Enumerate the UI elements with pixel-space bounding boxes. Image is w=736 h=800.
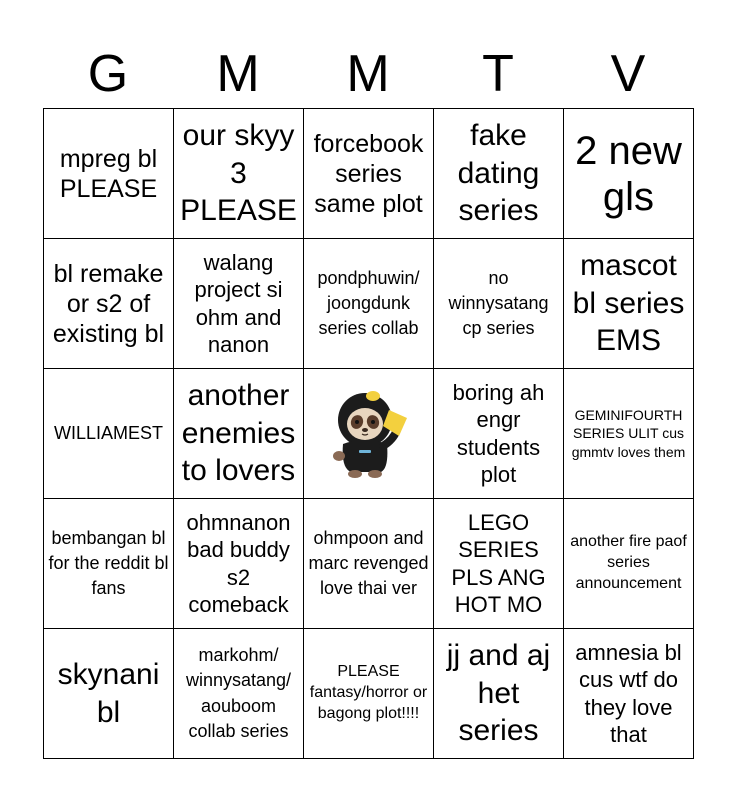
bingo-cell[interactable]: skynani bl [44,629,174,759]
bingo-cell[interactable]: bl remake or s2 of existing bl [44,239,174,369]
header-letter-2: M [216,45,260,103]
bingo-cell[interactable]: jj and aj het series [434,629,564,759]
bingo-cell[interactable]: WILLIAMEST [44,369,174,499]
header-letter-3: M [346,45,390,103]
bingo-cell[interactable]: amnesia bl cus wtf do they love that [564,629,694,759]
header-letter-5: V [610,45,646,103]
bingo-cell[interactable]: fake dating series [434,109,564,239]
bingo-cell[interactable]: forcebook series same plot [304,109,434,239]
bingo-cell[interactable]: markohm/ winnysatang/ aouboom collab series [174,629,304,759]
bingo-cell[interactable]: 2 new gls [564,109,694,239]
bingo-cell[interactable]: another enemies to lovers [174,369,304,499]
bingo-cell[interactable]: ohmpoon and marc revenged love thai ver [304,499,434,629]
header-letter-4: T [482,45,514,103]
bingo-cell[interactable]: boring ah engr students plot [434,369,564,499]
header-letter-1: G [87,45,129,103]
bingo-cell[interactable]: another fire paof series announcement [564,499,694,629]
bingo-grid [43,108,694,759]
bingo-header [43,40,693,108]
bingo-cell[interactable]: bembangan bl for the reddit bl fans [44,499,174,629]
free-space-cell[interactable] [304,369,434,499]
bingo-cell[interactable]: GEMINIFOURTH SERIES ULIT cus gmmtv loves them [564,369,694,499]
bingo-cell[interactable]: walang project si ohm and nanon [174,239,304,369]
bingo-cell[interactable]: ohmnanon bad buddy s2 comeback [174,499,304,629]
bingo-cell[interactable]: our skyy 3 PLEASE [174,109,304,239]
bingo-cell[interactable]: mascot bl series EMS [564,239,694,369]
bingo-cell[interactable]: mpreg bl PLEASE [44,109,174,239]
bingo-cell[interactable]: no winnysatang cp series [434,239,564,369]
bingo-cell[interactable]: pondphuwin/ joongdunk series collab [304,239,434,369]
sloth-mascot-hoodie-icon [327,388,411,480]
bingo-cell[interactable]: LEGO SERIES PLS ANG HOT MO [434,499,564,629]
bingo-cell[interactable]: PLEASE fantasy/horror or bagong plot!!!! [304,629,434,759]
